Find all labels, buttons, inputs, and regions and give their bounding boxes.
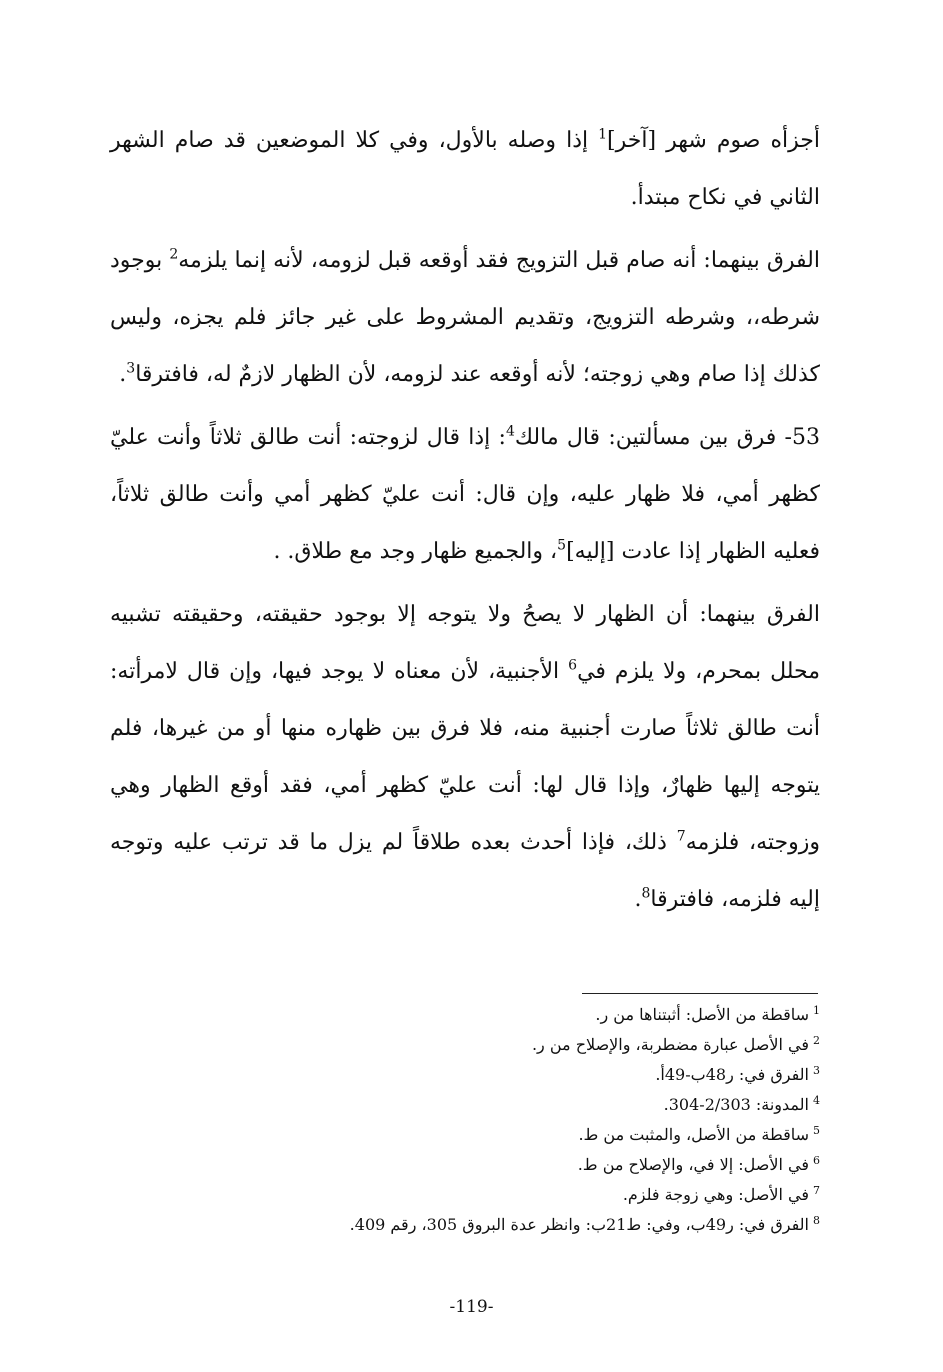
footnote-5 [110,1120,820,1150]
paragraph-text: الفرق بينهما: أن الظهار لا يصحُ ولا يتوجه إلا بوجود حقيقته، وحقيقته تشبيه محلل بمحرم، ولا يلزم في [110,602,820,684]
footnote-number: 6 [813,1153,820,1167]
footnote-text: ساقطة من الأصل: أثبتناها من ر. [595,1005,809,1024]
footnote-text: في الأصل عبارة مضطربة، والإصلاح من ر. [531,1035,809,1054]
footnote-number: 4 [813,1093,820,1107]
footnote-text: المدونة: 2/303-304. [663,1095,809,1114]
footnote-ref-6: 6 [568,657,578,674]
paragraph-text: بوجود شرطه،، وشرطه التزويج، وتقديم المشروط على غير جائز فلم يجزه، وليس كذلك إذا صام وهي زوجته؛ لأنه أوقعه عند لزومه، لأن الظهار لازمٌ له، فافترقا [110,248,820,387]
paragraph-text: : إذا قال لزوجته: أنت طالق ثلاثاً وأنت عليّ كظهر أمي، فلا ظهار عليه، وإن قال: أنت عليّ كظهر أمي وأنت طالق ثلاثاً، فعليه الظهار إذا عادت [إليه] [110,425,820,564]
footnote-1 [110,1000,820,1030]
footnote-ref-1: 1 [598,126,608,143]
footnote-text: في الأصل: وهي زوجة فلزم. [622,1185,809,1204]
main-text [110,112,820,934]
footnote-ref-5: 5 [557,537,567,554]
footnote-7 [110,1180,820,1210]
paragraph-text: 53- فرق بين مسألتين: قال مالك [514,425,820,450]
footnote-8 [110,1210,820,1240]
footnote-4 [110,1090,820,1120]
footnote-number: 5 [813,1123,820,1137]
paragraph-text: الفرق بينهما: أنه صام قبل التزويج فقد أوقعه قبل لزومه، لأنه إنما يلزمه [178,248,821,273]
footnote-text: في الأصل: إلا في، والإصلاح من ط. [577,1155,809,1174]
footnote-6 [110,1150,820,1180]
footnote-number: 8 [813,1213,820,1227]
footnote-number: 1 [813,1003,820,1017]
footnote-text: ساقطة من الأصل، والمثبت من ط. [578,1125,809,1144]
footnote-number: 7 [813,1183,820,1197]
footnote-2 [110,1030,820,1060]
footnote-ref-2: 2 [169,246,179,263]
footnote-ref-8: 8 [641,885,651,902]
footnote-ref-3: 3 [126,360,136,377]
paragraph-3 [110,409,820,580]
footnote-ref-4: 4 [505,423,515,440]
paragraph-text: إذا وصله بالأول، وفي كلا الموضعين قد صام الشهر الثاني في نكاح مبتدأ. [110,128,820,210]
paragraph-4 [110,586,820,928]
paragraph-text: . [634,887,642,912]
paragraph-text: . [119,362,127,387]
footnote-number: 3 [813,1063,820,1077]
footnote-text: الفرق في: ر49ب، وفي: ط21ب: وانظر عدة البروق 305، رقم 409. [349,1215,809,1234]
page-number: -119- [449,1297,494,1317]
footnote-ref-7: 7 [676,828,686,845]
footnotes [110,1000,820,1240]
paragraph-text: الأجنبية، لأن معناه لا يوجد فيها، وإن قال لامرأته: أنت طالق ثلاثاً صارت أجنبية منه، فلا فرق بين ظهاره منها أو من غيرها، فلم يتوجه إليها ظهارٌ، وإذا قال لها: أنت عليّ كظهر أمي، فقد أوقع الظهار وهي وزوجته، فلزمه [110,659,820,855]
footnote-divider [582,993,818,994]
footnote-text: الفرق في: ر48ب-49أ. [655,1065,809,1084]
paragraph-text: أجزأه صوم شهر [آخر] [607,128,820,153]
paragraph-2 [110,232,820,403]
paragraph-text: ذلك، فإذا أحدث بعده طلاقاً لم يزل ما قد ترتب عليه وتوجه إليه فلزمه، فافترقا [110,830,820,912]
paragraph-text: ، والجميع ظهار وجد مع طلاق. . [273,539,558,564]
footnote-number: 2 [813,1033,820,1047]
paragraph-1 [110,112,820,226]
footnote-3 [110,1060,820,1090]
